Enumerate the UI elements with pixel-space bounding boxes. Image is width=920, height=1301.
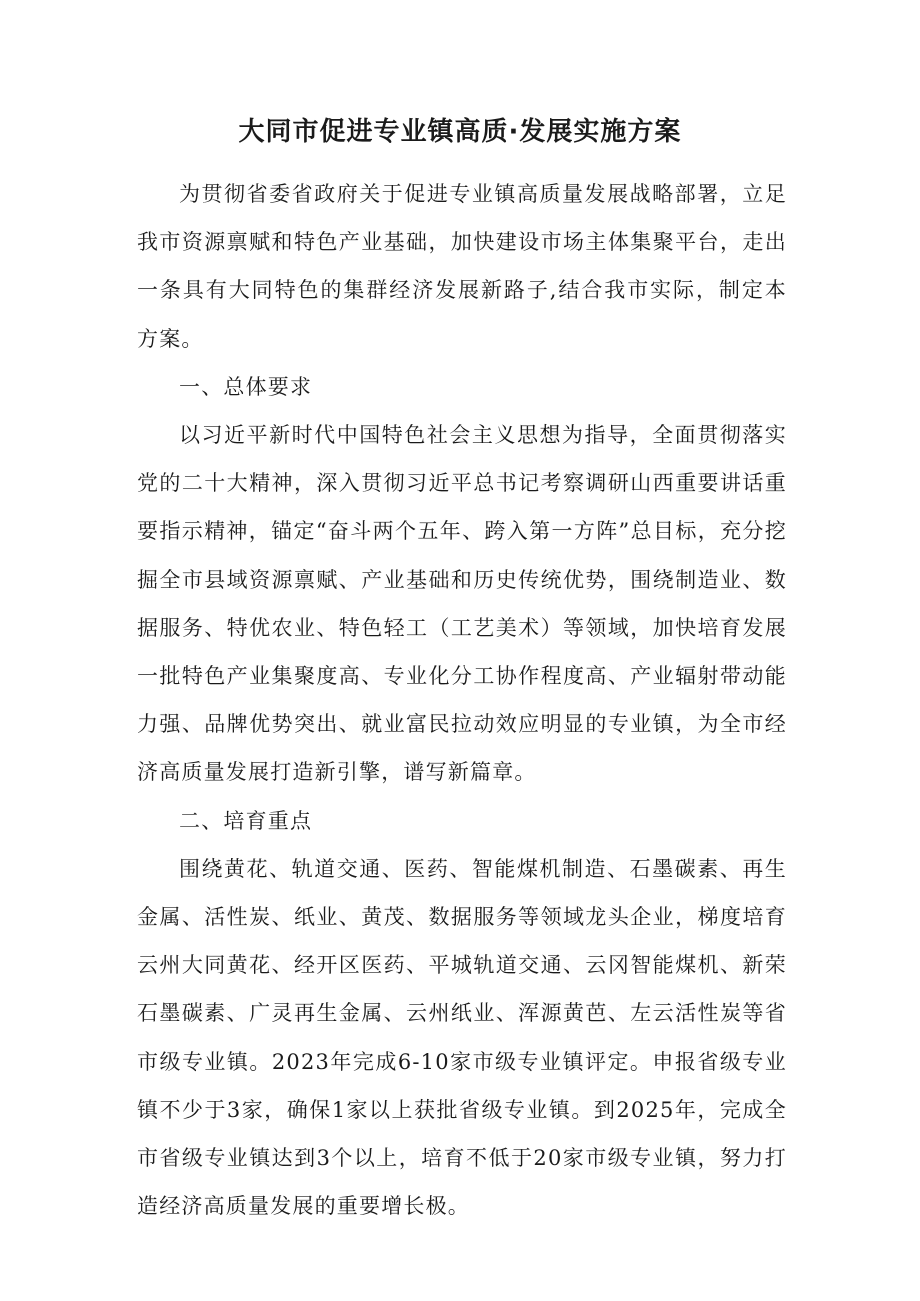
section-heading-overall-requirements: 一、总体要求 <box>179 374 313 399</box>
document-title: 大同市促进专业镇高质·发展实施方案 <box>238 117 682 147</box>
section-heading-cultivation-focus: 二、培育重点 <box>179 808 313 833</box>
document-body <box>137 170 787 1230</box>
section-cultivation-focus-paragraph: 围绕黄花、轨道交通、医药、智能煤机制造、石墨碳素、再生金属、活性炭、纸业、黄茂、数据服务等领域龙头企业，梯度培育云州大同黄花、经开区医药、平城轨道交通、云冈智能煤机、新荣石墨碳素、广灵再生金属、云州纸业、浑源黄芭、左云活性炭等省市级专业镇。2023年完成6-10家市级专业镇评定。申报省级专业镇不少于3家，确保1家以上获批省级专业镇。到2025年，完成全市省级专业镇达到3个以上，培育不低于20家市级专业镇，努力打造经济高质量发展的重要增长极。 <box>137 856 787 1219</box>
intro-paragraph: 为贯彻省委省政府关于促进专业镇高质量发展战略部署，立足我市资源禀赋和特色产业基础，加快建设市场主体集聚平台，走出一条具有大同特色的集群经济发展新路子,结合我市实际，制定本方案。 <box>137 182 787 351</box>
section-overall-requirements-paragraph: 以习近平新时代中国特色社会主义思想为指导，全面贯彻落实党的二十大精神，深入贯彻习近平总书记考察调研山西重要讲话重要指示精神，锚定“奋斗两个五年、跨入第一方阵”总目标，充分挖掘全市县域资源禀赋、产业基础和历史传统优势，围绕制造业、数据服务、特优农业、特色轻工（工艺美术）等领域，加快培育发展一批特色产业集聚度高、专业化分工协作程度高、产业辐射带动能力强、品牌优势突出、就业富民拉动效应明显的专业镇，为全市经济高质量发展打造新引擎，谱写新篇章。 <box>137 423 787 785</box>
